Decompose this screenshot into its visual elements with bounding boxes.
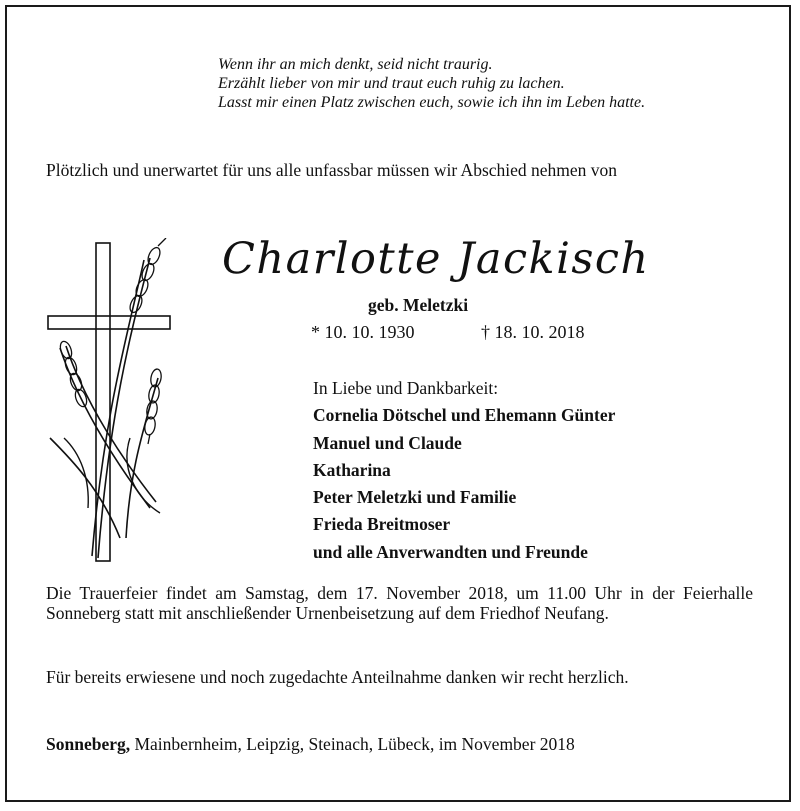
place-bold: Sonneberg,: [46, 734, 131, 754]
thanks-text: Für bereits erwiesene und noch zugedachte Anteilnahme danken wir recht herzlich.: [46, 667, 629, 687]
mourner-name: Manuel und Claude: [313, 432, 462, 453]
deceased-name: Charlotte Jackisch: [222, 234, 650, 284]
mourner-name: Peter Meletzki und Familie: [313, 487, 517, 508]
birth-date: * 10. 10. 1930: [311, 322, 415, 342]
mourner-name: Frieda Breitmoser: [313, 514, 451, 535]
funeral-service-text: Die Trauerfeier findet am Samstag, dem 17. November 2018, um 11.00 Uhr in der Feierhalle Sonneberg statt mit anschließender Urnenbeisetzung auf dem Friedhof Neufang.: [46, 583, 753, 623]
poem-line: Lasst mir einen Platz zwischen euch, sowie ich ihn im Leben hatte.: [218, 94, 646, 111]
mourner-name: und alle Anverwandten und Freunde: [313, 541, 588, 562]
cross-with-wheat-icon: [40, 238, 190, 568]
mourner-name: Katharina: [313, 459, 391, 480]
poem-line: Erzählt lieber von mir und traut euch ruhig zu lachen.: [218, 75, 565, 92]
place-rest: Mainbernheim, Leipzig, Steinach, Lübeck, im November 2018: [130, 734, 575, 754]
intro-text: Plötzlich und unerwartet für uns alle unfassbar müssen wir Abschied nehmen von: [46, 160, 618, 180]
maiden-name: geb. Meletzki: [368, 295, 469, 315]
poem-line: Wenn ihr an mich denkt, seid nicht traurig.: [218, 56, 493, 73]
mourner-name: Cornelia Dötschel und Ehemann Günter: [313, 405, 616, 426]
death-date: † 18. 10. 2018: [481, 322, 585, 342]
place-and-date: [46, 734, 575, 755]
mourners-block: [313, 375, 615, 566]
poem: [218, 55, 645, 112]
mourners-label: In Liebe und Dankbarkeit:: [313, 378, 499, 398]
